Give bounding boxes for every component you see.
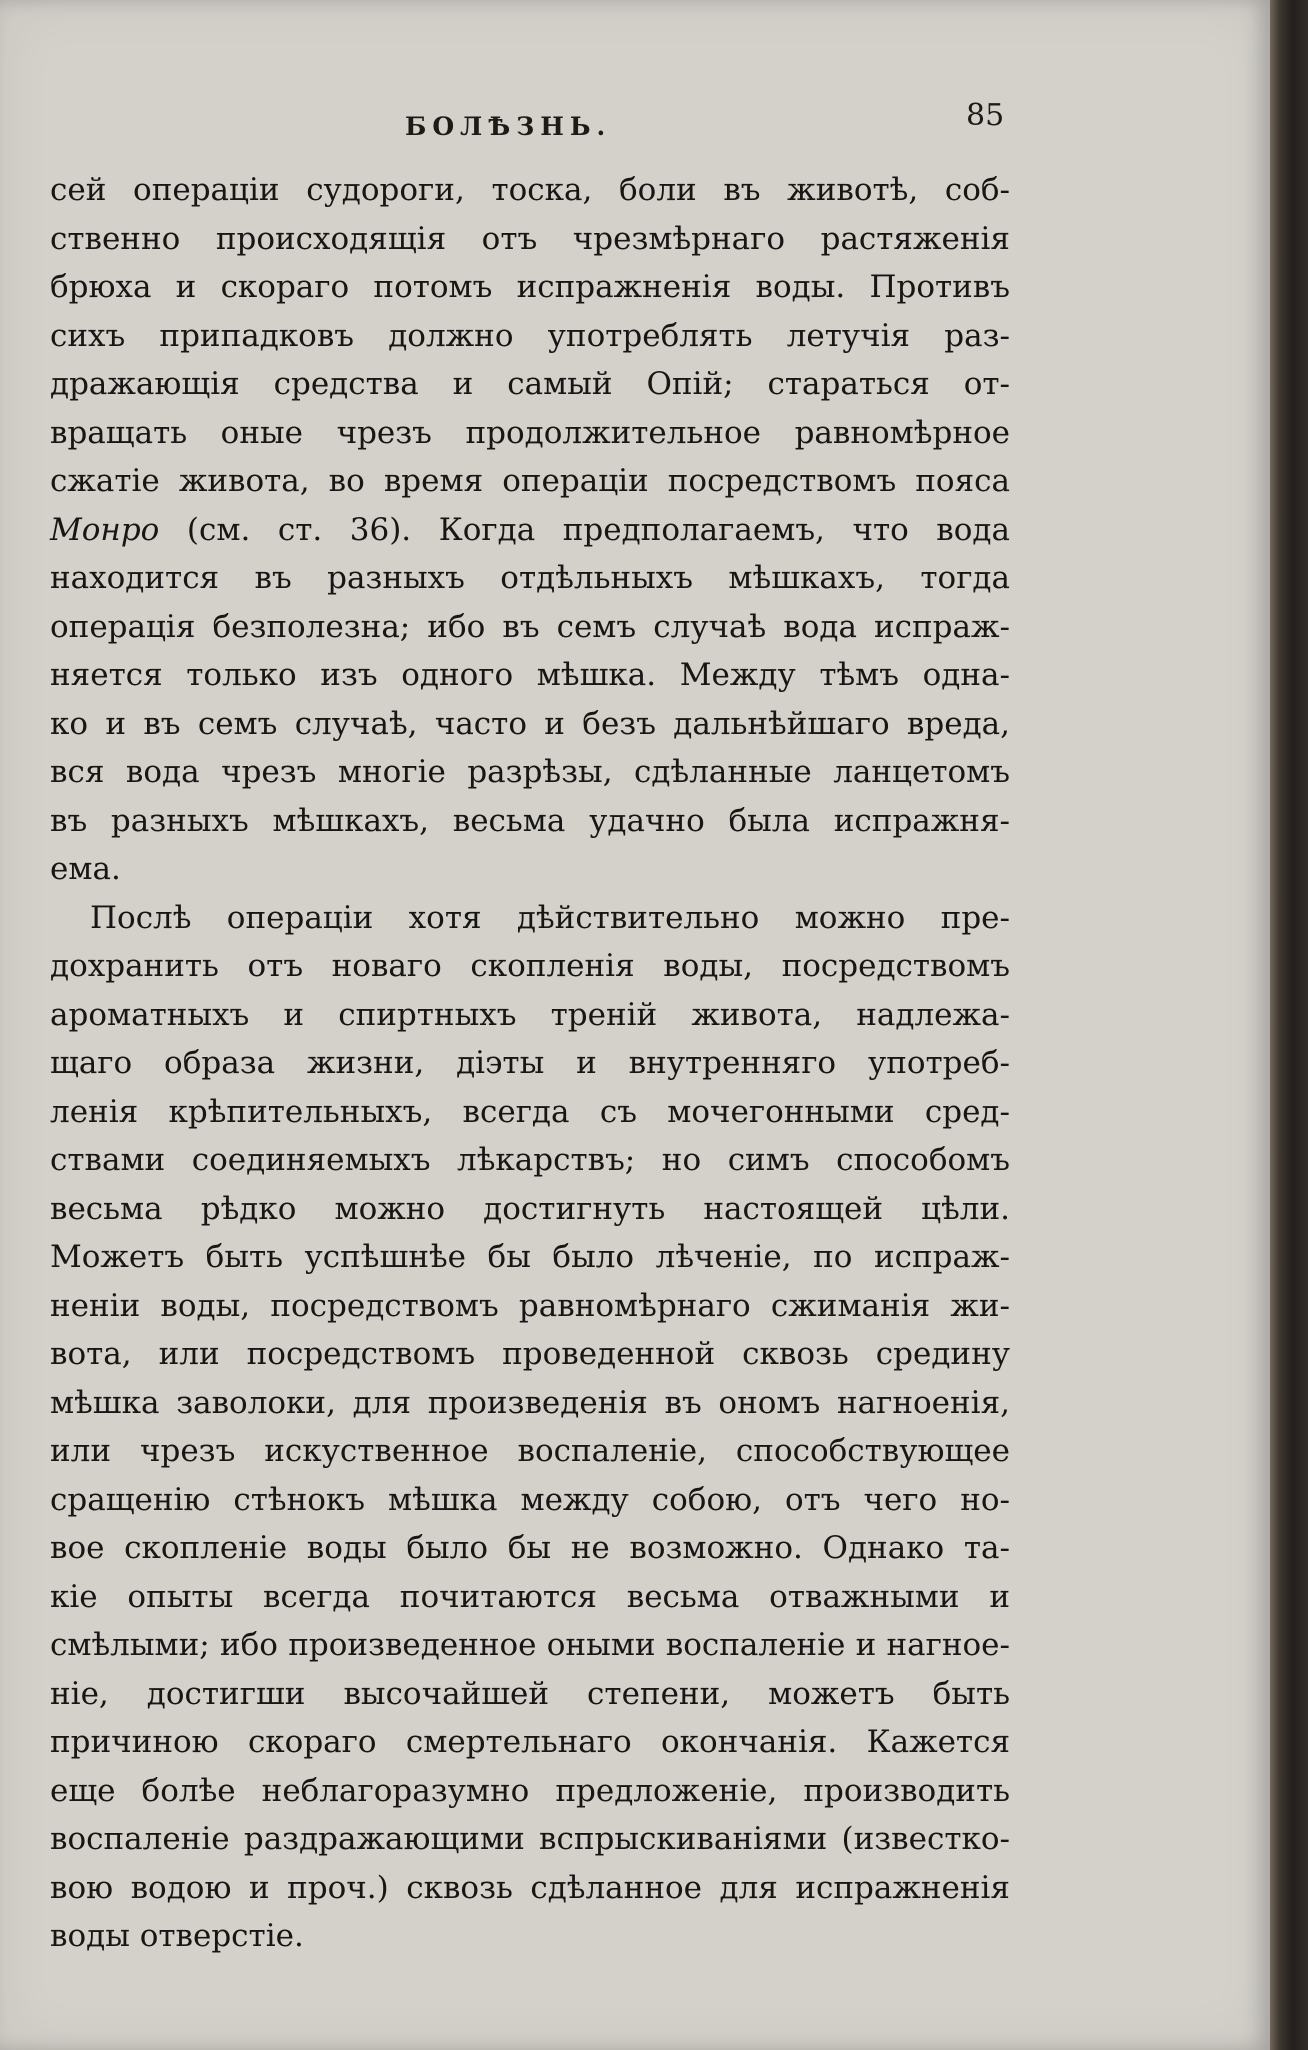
text-line: вся вода чрезъ многіе разрѣзы, сдѣланные ланцетомъ: [50, 754, 1010, 790]
text-line: въ разныхъ мѣшкахъ, весьма удачно была испражня-: [50, 802, 1010, 839]
text-line: вращать оные чрезъ продолжительное равномѣрное: [50, 414, 1010, 451]
text-line: дохранить отъ новаго скопленія воды, посредствомъ: [50, 948, 1010, 984]
book-spine-edge: [1270, 0, 1308, 2050]
text-line: воды отверстіе.: [50, 1918, 304, 1954]
body-text: [50, 166, 1010, 1961]
text-line: ленія крѣпительныхъ, всегда съ мочегонными сред-: [50, 1093, 1010, 1130]
text-line: Можетъ быть успѣшнѣе бы было лѣченіе, по испраж-: [50, 1239, 1010, 1275]
text-line: ема.: [50, 851, 121, 887]
italic-name: Монро: [50, 511, 160, 548]
page-number: 85: [966, 98, 1005, 133]
text-line: брюха и скораго потомъ испражненія воды. Противъ: [50, 269, 1010, 305]
text-line: кіе опыты всегда почитаются весьма отважными и: [50, 1578, 1010, 1615]
text-line: ствами соединяемыхъ лѣкарствъ; но симъ способомъ: [50, 1142, 1010, 1178]
text-line: операція безполезна; ибо въ семъ случаѣ вода испраж-: [50, 608, 1010, 645]
text-line: неніи воды, посредствомъ равномѣрнаго сжиманія жи-: [50, 1287, 1010, 1324]
text-line: причиною скораго смертельнаго окончанія. Кажется: [50, 1724, 1010, 1760]
text-line: еще болѣе неблагоразумно предложеніе, производить: [50, 1772, 1010, 1809]
text-line: ароматныхъ и спиртныхъ треній живота, надлежа-: [50, 996, 1010, 1033]
text-line: ко и въ семъ случаѣ, часто и безъ дальнѣйшаго вреда,: [50, 705, 1010, 742]
text-line: мѣшка заволоки, для произведенія въ ономъ нагноенія,: [50, 1384, 1010, 1421]
running-title: БОЛѢЗНЬ.: [405, 112, 612, 141]
text-line: сей операціи судороги, тоска, боли въ животѣ, соб-: [50, 172, 1010, 208]
text-line: дражающія средства и самый Опій; стараться от-: [50, 366, 1010, 402]
text-line: ніе, достигши высочайшей степени, можетъ быть: [50, 1675, 1010, 1712]
text-line: сихъ припадковъ должно употреблять летучія раз-: [50, 317, 1010, 354]
text-line: щаго образа жизни, діэты и внутренняго употреб-: [50, 1045, 1010, 1081]
text-line: весьма рѣдко можно достигнуть настоящей цѣли.: [50, 1190, 1010, 1227]
text-line: ственно происходящія отъ чрезмѣрнаго растяженія: [50, 220, 1010, 257]
text-line: няется только изъ одного мѣшка. Между тѣмъ одна-: [50, 657, 1010, 693]
text-line: вота, или посредствомъ проведенной сквозь средину: [50, 1336, 1010, 1372]
text-line: вою водою и проч.) сквозь сдѣланное для испражненія: [50, 1869, 1010, 1906]
text-line-rest: (см. ст. 36). Когда предполагаемъ, что вода: [186, 511, 1010, 548]
text-line-with-name: [50, 506, 1010, 555]
text-line: смѣлыми; ибо произведенное оными воспаленіе и нагное-: [50, 1627, 1010, 1663]
text-line: вое скопленіе воды было бы не возможно. Однако та-: [50, 1530, 1010, 1566]
text-line: сжатіе живота, во время операціи посредствомъ пояса: [50, 463, 1010, 499]
paragraph-start-line: Послѣ операціи хотя дѣйствительно можно пре-: [90, 899, 1010, 936]
text-line: воспаленіе раздражающими вспрыскиваніями (известко-: [50, 1821, 1010, 1857]
text-line: находится въ разныхъ отдѣльныхъ мѣшкахъ, тогда: [50, 560, 1010, 596]
text-line: сращенію стѣнокъ мѣшка между собою, отъ чего но-: [50, 1481, 1010, 1518]
text-line: или чрезъ искуственное воспаленіе, способствующее: [50, 1433, 1010, 1469]
